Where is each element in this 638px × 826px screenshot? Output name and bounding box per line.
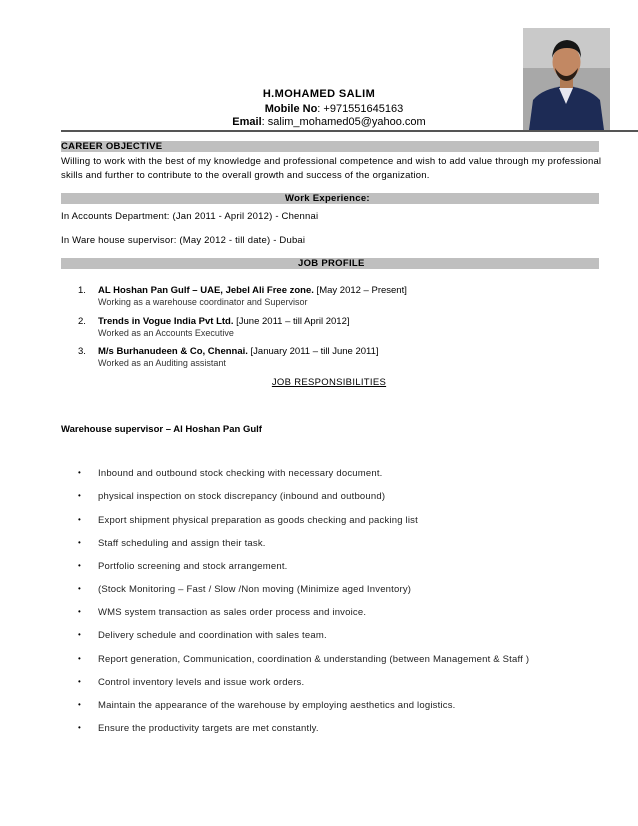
job-period: [May 2012 – Present]	[313, 285, 407, 296]
mobile-line	[0, 103, 638, 115]
job-number: 1.	[78, 285, 86, 296]
responsibility-item: Inbound and outbound stock checking with necessary document.	[98, 468, 383, 479]
job-title-line	[98, 346, 379, 357]
responsibility-item: WMS system transaction as sales order process and invoice.	[98, 607, 367, 618]
responsibility-item: Control inventory levels and issue work orders.	[98, 677, 305, 688]
job-responsibilities-heading: JOB RESPONSIBILITIES	[271, 377, 387, 388]
job-role: Worked as an Auditing assistant	[98, 358, 226, 368]
bullet-icon: •	[78, 654, 81, 663]
bullet-icon: •	[78, 700, 81, 709]
job-number: 3.	[78, 346, 86, 357]
responsibility-item: Portfolio screening and stock arrangement.	[98, 561, 288, 572]
responsibility-item: Ensure the productivity targets are met constantly.	[98, 723, 319, 734]
header-divider	[61, 130, 638, 132]
job-title-line	[98, 316, 350, 327]
job-title-line	[98, 285, 407, 296]
responsibility-item: Report generation, Communication, coordination & understanding (between Management & Staff )	[98, 654, 530, 665]
bullet-icon: •	[78, 491, 81, 500]
responsibility-item: Staff scheduling and assign their task.	[98, 538, 266, 549]
responsibilities-subheading: Warehouse supervisor – Al Hoshan Pan Gulf	[61, 424, 262, 435]
job-company: M/s Burhanudeen & Co, Chennai.	[98, 346, 248, 357]
responsibility-item: physical inspection on stock discrepancy (inbound and outbound)	[98, 491, 386, 502]
email-line	[0, 116, 638, 128]
job-company: AL Hoshan Pan Gulf – UAE, Jebel Ali Free zone.	[98, 285, 314, 296]
bullet-icon: •	[78, 538, 81, 547]
responsibility-item: Delivery schedule and coordination with sales team.	[98, 630, 327, 641]
job-company: Trends in Vogue India Pvt Ltd.	[98, 316, 234, 327]
email-label: Email	[232, 116, 262, 128]
job-number: 2.	[78, 316, 86, 327]
job-period: [June 2011 – till April 2012]	[233, 316, 350, 327]
job-profile-bar	[61, 258, 599, 269]
bullet-icon: •	[78, 630, 81, 639]
job-role: Worked as an Accounts Executive	[98, 328, 234, 338]
work-experience-item: In Accounts Department: (Jan 2011 - April 2012) - Chennai	[61, 211, 319, 222]
bullet-icon: •	[78, 468, 81, 477]
bullet-icon: •	[78, 607, 81, 616]
job-period: [January 2011 – till June 2011]	[247, 346, 379, 357]
work-experience-bar	[61, 193, 599, 204]
work-experience-item: In Ware house supervisor: (May 2012 - till date) - Dubai	[61, 235, 306, 246]
mobile-label: Mobile No	[264, 103, 318, 115]
job-role: Working as a warehouse coordinator and Supervisor	[98, 297, 308, 307]
work-experience-heading: Work Experience:	[285, 193, 370, 204]
career-objective-bar	[61, 141, 599, 152]
bullet-icon: •	[78, 561, 81, 570]
career-objective-line-2: skills and further to contribute to the overall growth and success of the organization.	[61, 170, 430, 181]
mobile-value: : +971551645163	[317, 103, 404, 115]
bullet-icon: •	[78, 584, 81, 593]
responsibility-item: (Stock Monitoring – Fast / Slow /Non moving (Minimize aged Inventory)	[98, 584, 412, 595]
bullet-icon: •	[78, 723, 81, 732]
responsibility-item: Maintain the appearance of the warehouse by employing aesthetics and logistics.	[98, 700, 456, 711]
bullet-icon: •	[78, 515, 81, 524]
candidate-name: H.MOHAMED SALIM	[262, 88, 376, 100]
responsibility-item: Export shipment physical preparation as goods checking and packing list	[98, 515, 418, 526]
job-profile-heading: JOB PROFILE	[298, 258, 365, 269]
career-objective-heading: CAREER OBJECTIVE	[61, 141, 163, 152]
email-value[interactable]: : salim_mohamed05@yahoo.com	[261, 116, 426, 128]
career-objective-line-1: Willing to work with the best of my knowledge and professional competence and wish to add value through my professional	[61, 156, 602, 167]
bullet-icon: •	[78, 677, 81, 686]
